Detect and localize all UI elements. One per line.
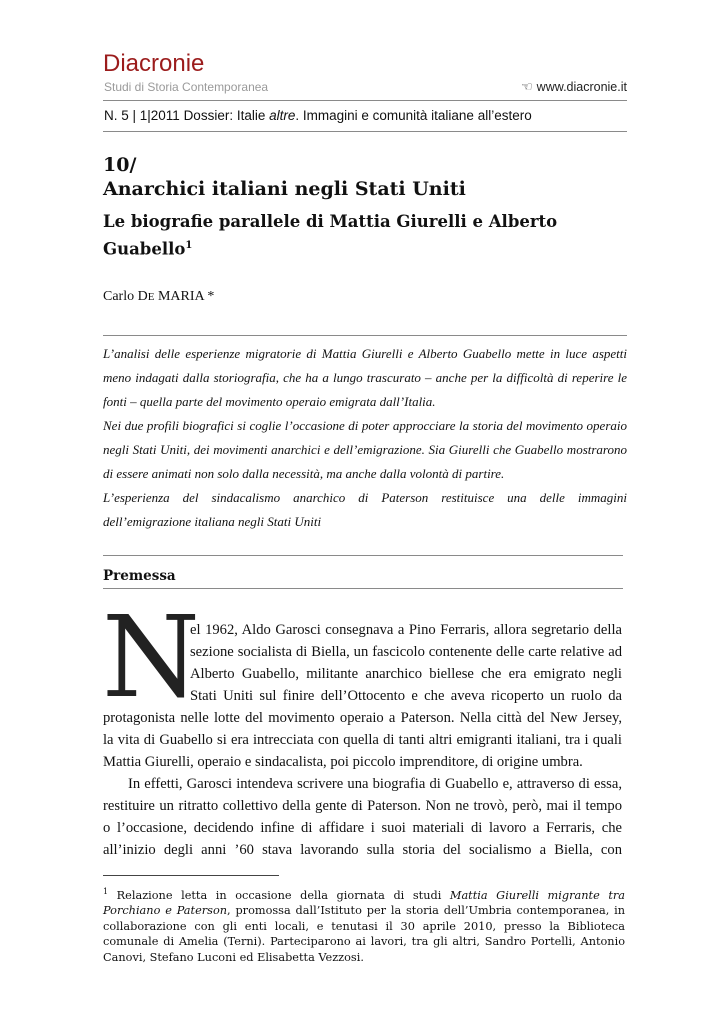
article-subtitle (103, 210, 623, 262)
article-title: Anarchici italiani negli Stati Uniti (103, 178, 466, 200)
journal-subtitle: Studi di Storia Contemporanea (104, 80, 269, 94)
section-divider (103, 588, 623, 589)
issue-italic: altre (269, 108, 296, 123)
issue-prefix: N. 5 | 1|2011 Dossier: Italie (104, 108, 270, 123)
footnote-italic: Mattia Giurelli migrante tra Porchiano e Paterson (103, 888, 625, 918)
issue-line (104, 108, 532, 123)
abstract (103, 342, 627, 534)
body-line: Mattia Giurelli, operaio e sindacalista, poi piccolo imprenditore, di origine umbra. (103, 754, 583, 770)
abstract-top-divider (103, 335, 627, 336)
abstract-paragraph: L’analisi delle esperienze migratorie di Mattia Giurelli e Alberto Guabello mette in luce aspetti meno indagati dalla storiografia, che ha a lungo trascurato – anche per la difficoltà di reperire le fonti – quella parte del movimento operaio emigrata dall’Italia. (103, 346, 627, 409)
author-last: MARIA * (154, 289, 215, 304)
body-line: sezione socialista di Biella, un fascicolo contenente delle carte relative ad (190, 644, 622, 660)
drop-cap: N (102, 593, 200, 723)
footnote-text: Relazione letta in occasione della giornata di studi (108, 888, 450, 902)
footnote-ref[interactable]: 1 (185, 240, 193, 251)
abstract-paragraph: Nei due profili biografici si coglie l’occasione di poter approcciare la storia del movimento operaio negli Stati Uniti, dei movimenti anarchici e dell’emigrazione. Sia Giurelli che Guabello mostrarono di essere animati non solo dalla necessità, ma anche dalla volontà di partire. (103, 418, 627, 481)
article-subtitle-text: Le biografie parallele di Mattia Giurelli e Alberto Guabello (103, 212, 558, 259)
body-line: restituire un ritratto collettivo della gente di Paterson. Non ne trovò, però, mai il tempo (103, 798, 622, 814)
footnote (103, 884, 625, 965)
body-line: Stati Uniti sul finire dell’Ottocento e che aveva ricoperto un ruolo da (190, 688, 622, 704)
footnote-text: , promossa dall’Istituto per la storia dell’Umbria contemporanea, in collaborazione con gli enti locali, e tenutasi il 30 aprile 2010, presso la Biblioteca comunale di Amelia (Terni). Parteciparono ai lavori, tra gli altri, Sandro Portelli, Antonio Canovi, Stefano Luconi ed Elisabetta Vezzosi. (103, 904, 625, 964)
author (103, 289, 214, 305)
site-link[interactable] (521, 79, 627, 95)
body-line: o l’occasione, decidendo infine di affidare i suoi materiali di lavoro a Ferraris, che (103, 820, 622, 836)
body-line: la vita di Guabello si era intrecciata con quella di tanti altri emigranti italiani, tra i quali (103, 732, 622, 748)
article-number: 10/ (103, 154, 137, 176)
body-line: all’inizio degli anni ’60 stava lavorando sulla storia del socialismo a Biella, con (103, 842, 622, 858)
journal-brand: Diacronie (103, 50, 205, 77)
hand-pointer-icon: ☜ (521, 79, 533, 94)
body-line: protagonista nelle lotte del movimento operaio a Paterson. Nella città del New Jersey, (103, 710, 622, 726)
body-line: el 1962, Aldo Garosci consegnava a Pino Ferraris, allora segretario della (190, 622, 622, 638)
footnote-divider (103, 875, 279, 876)
author-smallcap: E (147, 291, 155, 303)
section-title: Premessa (103, 568, 176, 584)
abstract-paragraph: L’esperienza del sindacalismo anarchico di Paterson restituisce una delle immagini dell’emigrazione italiana negli Stati Uniti (103, 490, 627, 529)
body-line: In effetti, Garosci intendeva scrivere una biografia di Guabello e, attraverso di essa, (128, 776, 622, 792)
header-divider (103, 100, 627, 101)
issue-suffix: . Immagini e comunità italiane all’estero (295, 108, 532, 123)
body-line: Alberto Guabello, militante anarchico biellese che era emigrato negli (190, 666, 622, 682)
author-first: Carlo D (103, 289, 148, 304)
abstract-bottom-divider (103, 555, 623, 556)
issue-divider (103, 131, 627, 132)
footnote-mark: 1 (103, 887, 109, 896)
site-url: www.diacronie.it (536, 80, 627, 94)
